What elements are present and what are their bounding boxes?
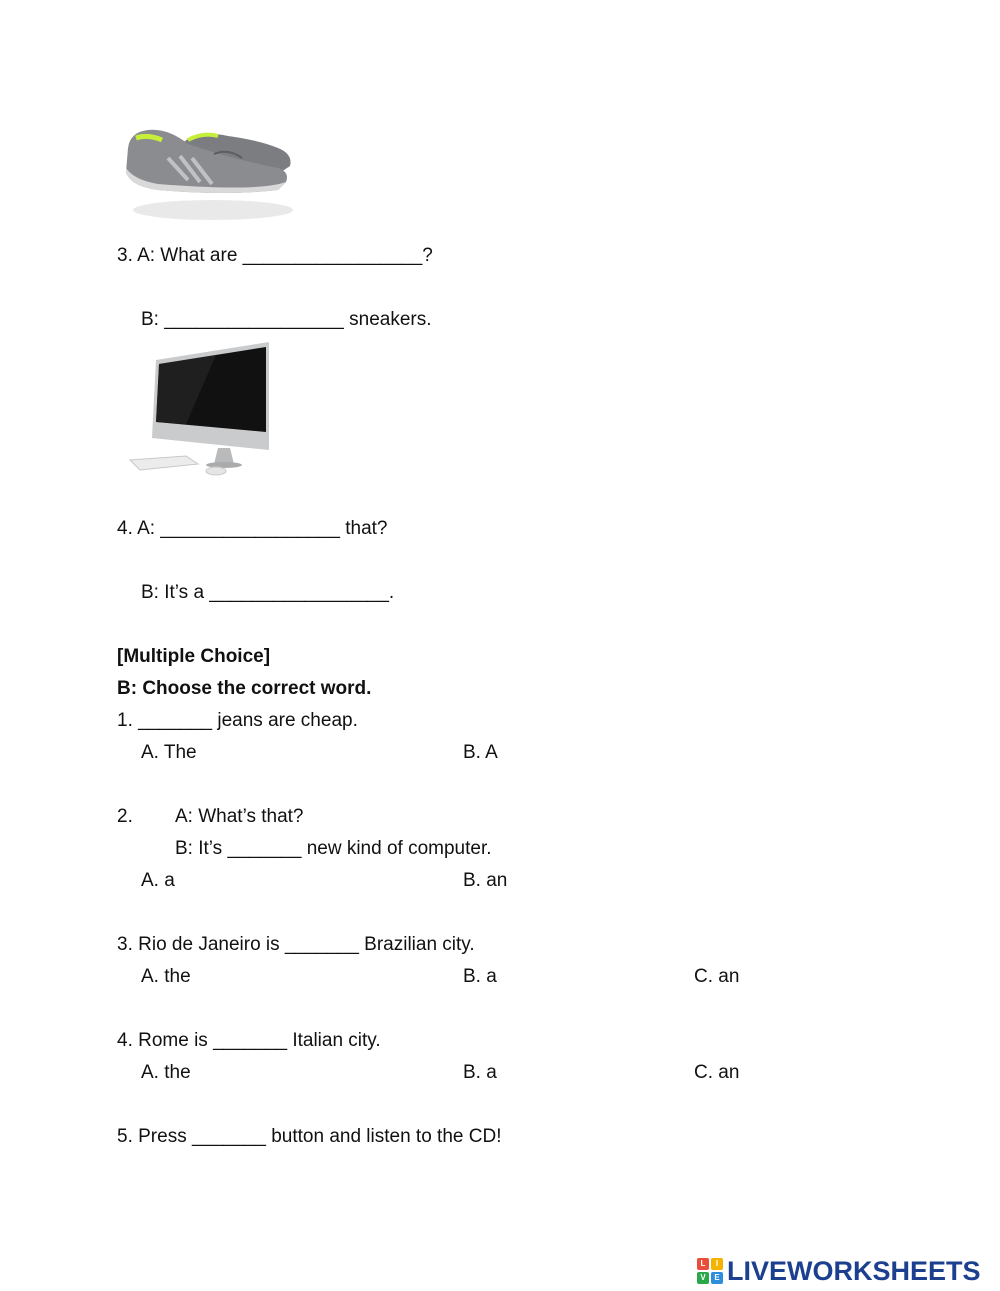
logo-square-e: E xyxy=(711,1272,723,1284)
brand-name: LIVEWORKSHEETS xyxy=(727,1255,981,1286)
question-2-option-b: B. an xyxy=(463,870,508,891)
question-2-prompt-a: A: What’s that? xyxy=(175,806,304,827)
logo-square-l: L xyxy=(697,1258,709,1270)
part-a-q3-line-b: B: _________________ sneakers. xyxy=(141,309,432,330)
part-a-q3-line-a: 3. A: What are _________________? xyxy=(117,245,433,266)
question-2-prompt-b: B: It’s _______ new kind of computer. xyxy=(175,838,492,859)
question-4-prompt: 4. Rome is _______ Italian city. xyxy=(117,1030,381,1051)
computer-image xyxy=(126,340,276,478)
part-a-q4-line-a: 4. A: _________________ that? xyxy=(117,518,388,539)
question-4-option-a: A. the xyxy=(141,1062,191,1083)
logo-square-i: I xyxy=(711,1258,723,1270)
question-5-prompt: 5. Press _______ button and listen to the CD! xyxy=(117,1126,502,1147)
question-1-prompt: 1. _______ jeans are cheap. xyxy=(117,710,358,731)
question-3-option-c: C. an xyxy=(694,966,740,987)
section-label: [Multiple Choice] xyxy=(117,646,271,667)
logo-square-v: V xyxy=(697,1272,709,1284)
sneakers-image xyxy=(118,118,298,222)
question-4-option-c: C. an xyxy=(694,1062,740,1083)
question-2-number: 2. xyxy=(117,806,133,827)
question-4-option-b: B. a xyxy=(463,1062,497,1083)
logo-squares-icon xyxy=(697,1258,723,1284)
question-2-option-a: A. a xyxy=(141,870,175,891)
question-3-option-a: A. the xyxy=(141,966,191,987)
liveworksheets-logo xyxy=(697,1255,981,1287)
question-1-option-b: B. A xyxy=(463,742,498,763)
instruction: B: Choose the correct word. xyxy=(117,678,372,699)
question-3-prompt: 3. Rio de Janeiro is _______ Brazilian city. xyxy=(117,934,475,955)
part-a-q4-line-b: B: It’s a _________________. xyxy=(141,582,395,603)
question-3-option-b: B. a xyxy=(463,966,497,987)
question-1-option-a: A. The xyxy=(141,742,197,763)
